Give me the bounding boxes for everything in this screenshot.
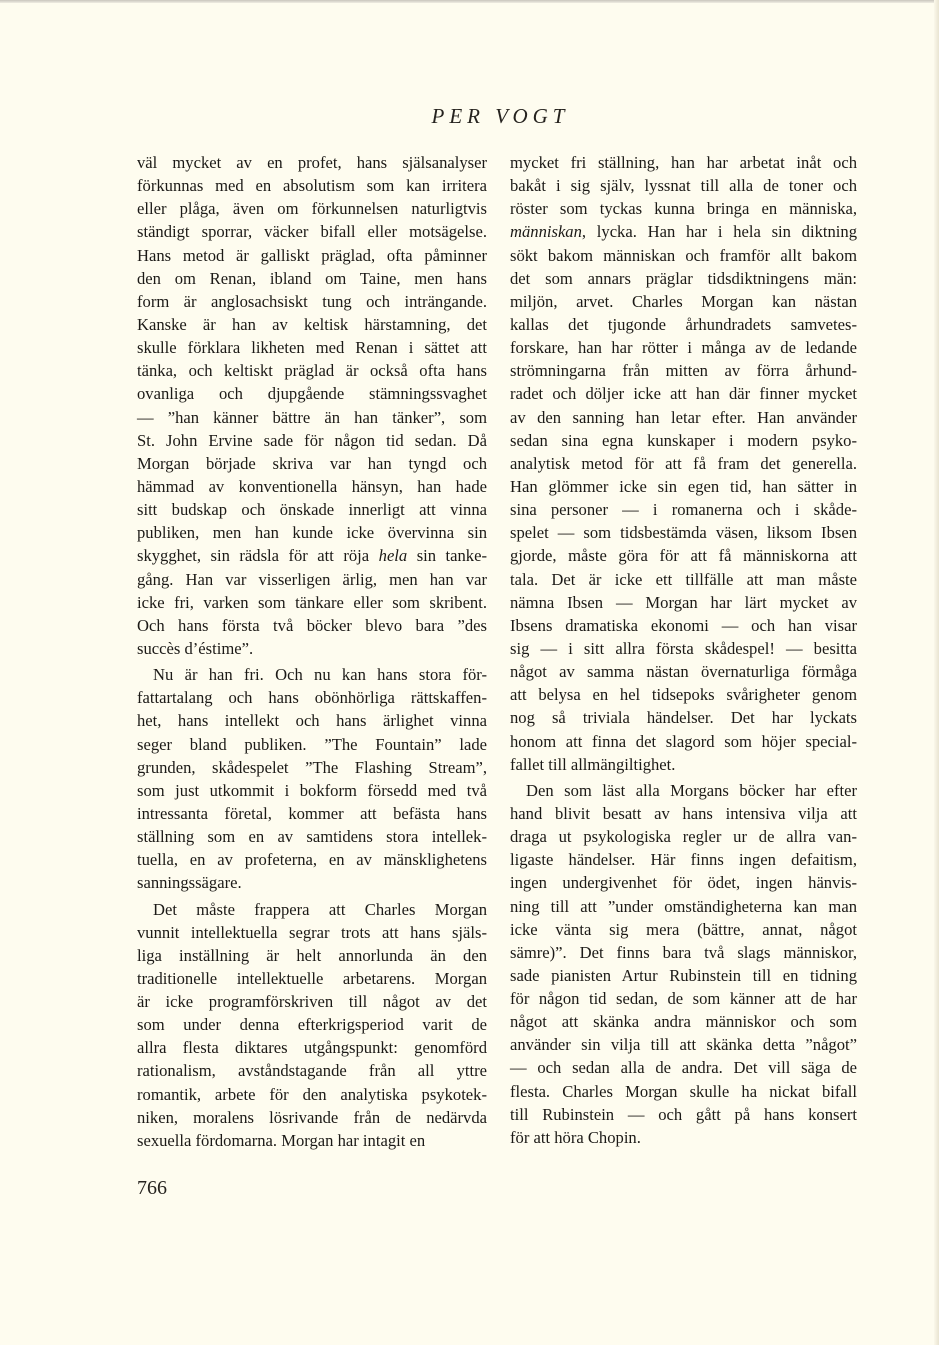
text-line: spelet — som tidsbestämda väsen, liksom Ibsen — [510, 523, 857, 543]
text-line: ligaste händelser. Här finns ingen defaitism, — [510, 850, 857, 870]
text-line: Det måste frappera att Charles Morgan — [153, 899, 487, 919]
text-line: liga inställning är helt annorlunda än den — [137, 945, 487, 965]
text-line: gjorde, måste göra för att få människorna att — [510, 546, 857, 566]
text-line: skygghet, sin rädsla för att röja hela sin tanke- — [137, 546, 487, 566]
text-line: till Rubinstein — och gått på hans konsert — [510, 1104, 857, 1124]
page-top-edge — [0, 0, 939, 3]
text-line: som just utkommit i bokform försedd med två — [137, 780, 487, 800]
text-line: skulle förklara likheten med Renan i sättet att — [137, 338, 487, 358]
text-line: mycket fri ställning, han har arbetat inåt och — [510, 153, 857, 172]
text-line: sade pianisten Artur Rubinstein till en tidning — [510, 965, 857, 985]
text-line: är icke programförskriven till något av det — [137, 992, 487, 1012]
text-line: Ibsens dramatiska ekonomi — och han visar — [510, 615, 857, 635]
text-line: sedan sina egna kunskaper i modern psyko- — [510, 430, 857, 450]
text-line: rationalism, avståndstagande från all yttre — [137, 1061, 487, 1081]
text-line: hand blivit besatt av hans intensiva vilja att — [510, 803, 857, 823]
text-line: seger bland publiken. ”The Fountain” lade — [137, 734, 487, 754]
text-line: sina personer — i romanerna och i skåde- — [510, 500, 857, 520]
page-number: 766 — [137, 1177, 167, 1199]
running-head: PER VOGT — [431, 104, 570, 128]
text-line: tuella, en av profeterna, en av mänsklighetens — [137, 850, 487, 870]
text-line: något av samma nästan övernaturliga förmåga — [510, 662, 857, 682]
text-line: romantik, arbete för den analytiska psykotek- — [137, 1084, 487, 1104]
text-line: Och hans första två böcker blevo bara ”des — [137, 615, 487, 635]
text-line: Nu är han fri. Och nu kan hans stora för- — [153, 665, 487, 685]
text-line: het, hans intellekt och hans ärlighet vinna — [137, 711, 487, 731]
text-line: forskare, han har rötter i många av de ledande — [510, 338, 857, 358]
text-line: ovanliga och djupgående stämningssvaghet — [137, 384, 487, 404]
emphasis: hela — [378, 546, 408, 566]
text-line: grunden, skådespelet ”The Flashing Stream”, — [137, 757, 487, 777]
text-line: för någon tid sedan, de som känner att de har — [510, 989, 857, 1009]
text-line: nog så triviala händelser. Det har lyckats — [510, 708, 857, 728]
text-line: tänka, och keltiskt präglad är också ofta hans — [137, 361, 487, 381]
text-line: honom att finna det slagord som höjer special- — [510, 731, 857, 751]
text-line: allra flesta diktares utgångspunkt: genomförd — [137, 1038, 487, 1058]
text-line: strömningarna från mitten av förra århund- — [510, 361, 857, 381]
right-column — [510, 151, 857, 1149]
text-line: nämna Ibsen — Morgan har lärt mycket av — [510, 592, 857, 612]
text-line: vunnit intellektuella segrar trots att hans själs- — [137, 922, 487, 942]
text-line: publiken, men han kunde icke övervinna sin — [137, 523, 487, 543]
text-line: fattartalang och hans obönhörliga rättskaffen- — [137, 688, 487, 708]
text-line: av den sanning han letar efter. Han använder — [510, 407, 857, 427]
text-line: att belysa en hel tidsepoks svårigheter genom — [510, 685, 857, 705]
text-line: — ”han känner bättre än han tänker”, som — [137, 407, 487, 427]
text-line: ständigt sporrar, väcker bifall eller motsägelse. — [137, 222, 487, 242]
text-line: tala. Det är icke ett tillfälle att man måste — [510, 569, 857, 589]
text-line: sitt budskap och önskade innerligt att vinna — [137, 500, 487, 520]
text-line: förkunnas med en absolutism som kan irritera — [137, 176, 487, 196]
text-line: St. John Ervine sade för någon tid sedan. Då — [137, 430, 487, 450]
text-line: miljön, arvet. Charles Morgan kan nästan — [510, 291, 857, 311]
text-line: flesta. Charles Morgan skulle ha nickat bifall — [510, 1081, 857, 1101]
text-line: gång. Han var visserligen ärlig, men han var — [137, 569, 487, 589]
text-line: Kanske är han av keltisk härstamning, det — [137, 314, 487, 334]
text-line: den om Renan, ibland om Taine, men hans — [137, 268, 487, 288]
text-line: Den som läst alla Morgans böcker har efter — [526, 780, 857, 800]
text-line: analytisk metod för att få fram det generella. — [510, 453, 857, 473]
text-line: det som annars präglar tidsdiktningens män: — [510, 268, 857, 288]
text-line: för att höra Chopin. — [510, 1127, 641, 1147]
text-line: draga ut psykologiska regler ur de allra van- — [510, 827, 857, 847]
text-line: form är anglosachsiskt tung och inträngande. — [137, 291, 487, 311]
text-line: röster som tyckas kunna bringa en människa, — [510, 199, 857, 219]
text-line: ingen undergivenhet för ödet, ingen hänvis- — [510, 873, 857, 893]
text-line: fallet till allmängiltighet. — [510, 754, 676, 774]
text-line: niken, moralens lösrivande från de nedärvda — [137, 1107, 487, 1127]
text-line: hämmad av konventionella hänsyn, han hade — [137, 476, 487, 496]
page-right-edge — [934, 0, 939, 1345]
text-line: traditionelle intellektuelle arbetarens. Morgan — [137, 968, 487, 988]
text-line: ställning som en av samtidens stora intellek- — [137, 827, 487, 847]
text-line: sexuella fördomarna. Morgan har intagit en — [137, 1130, 426, 1150]
text-line: sanningssägare. — [137, 873, 242, 893]
text-line: ning till att ”under omständigheterna kan man — [510, 896, 857, 916]
text-line: radet och döljer icke att han där finner mycket — [510, 384, 857, 404]
text-line: sämre)”. Det finns bara två slags människor, — [510, 942, 857, 962]
text-line: kallas det tjugonde århundradets samvetes- — [510, 314, 857, 334]
text-line: sig — i sitt allra första skådespel! — besitta — [510, 638, 857, 658]
text-line: icke vänta sig mera (bättre, annat, något — [510, 919, 857, 939]
emphasis: människan — [510, 222, 582, 242]
text-line: icke fri, varken som tänkare eller som skribent. — [137, 592, 487, 612]
text-line: Hans metod är galliskt präglad, ofta påminner — [137, 245, 487, 265]
text-line: succès d’éstime”. — [137, 638, 254, 658]
text-line: Han glömmer icke sin egen tid, han sätter in — [510, 476, 857, 496]
text-line: som under denna efterkrigsperiod varit de — [137, 1015, 487, 1035]
text-line: människan, lycka. Han har i hela sin diktning — [510, 222, 857, 242]
left-column — [137, 151, 487, 1152]
text-line: intressanta företal, kommer att befästa hans — [137, 803, 487, 823]
text-line: väl mycket av en profet, hans själsanalyser — [137, 153, 487, 172]
text-line: — och sedan alla de andra. Det vill säga de — [510, 1058, 857, 1078]
text-line: bakåt i sig själv, lyssnat till alla de toner och — [510, 176, 857, 196]
text-line: något att skänka andra människor och som — [510, 1012, 857, 1032]
text-line: använder sin vilja till att skänka detta ”något” — [510, 1035, 857, 1055]
text-line: eller plåga, även om förkunnelsen naturligtvis — [137, 199, 487, 219]
text-line: sökt bakom människan och framför allt bakom — [510, 245, 857, 265]
text-line: Morgan började skriva var han tyngd och — [137, 453, 487, 473]
